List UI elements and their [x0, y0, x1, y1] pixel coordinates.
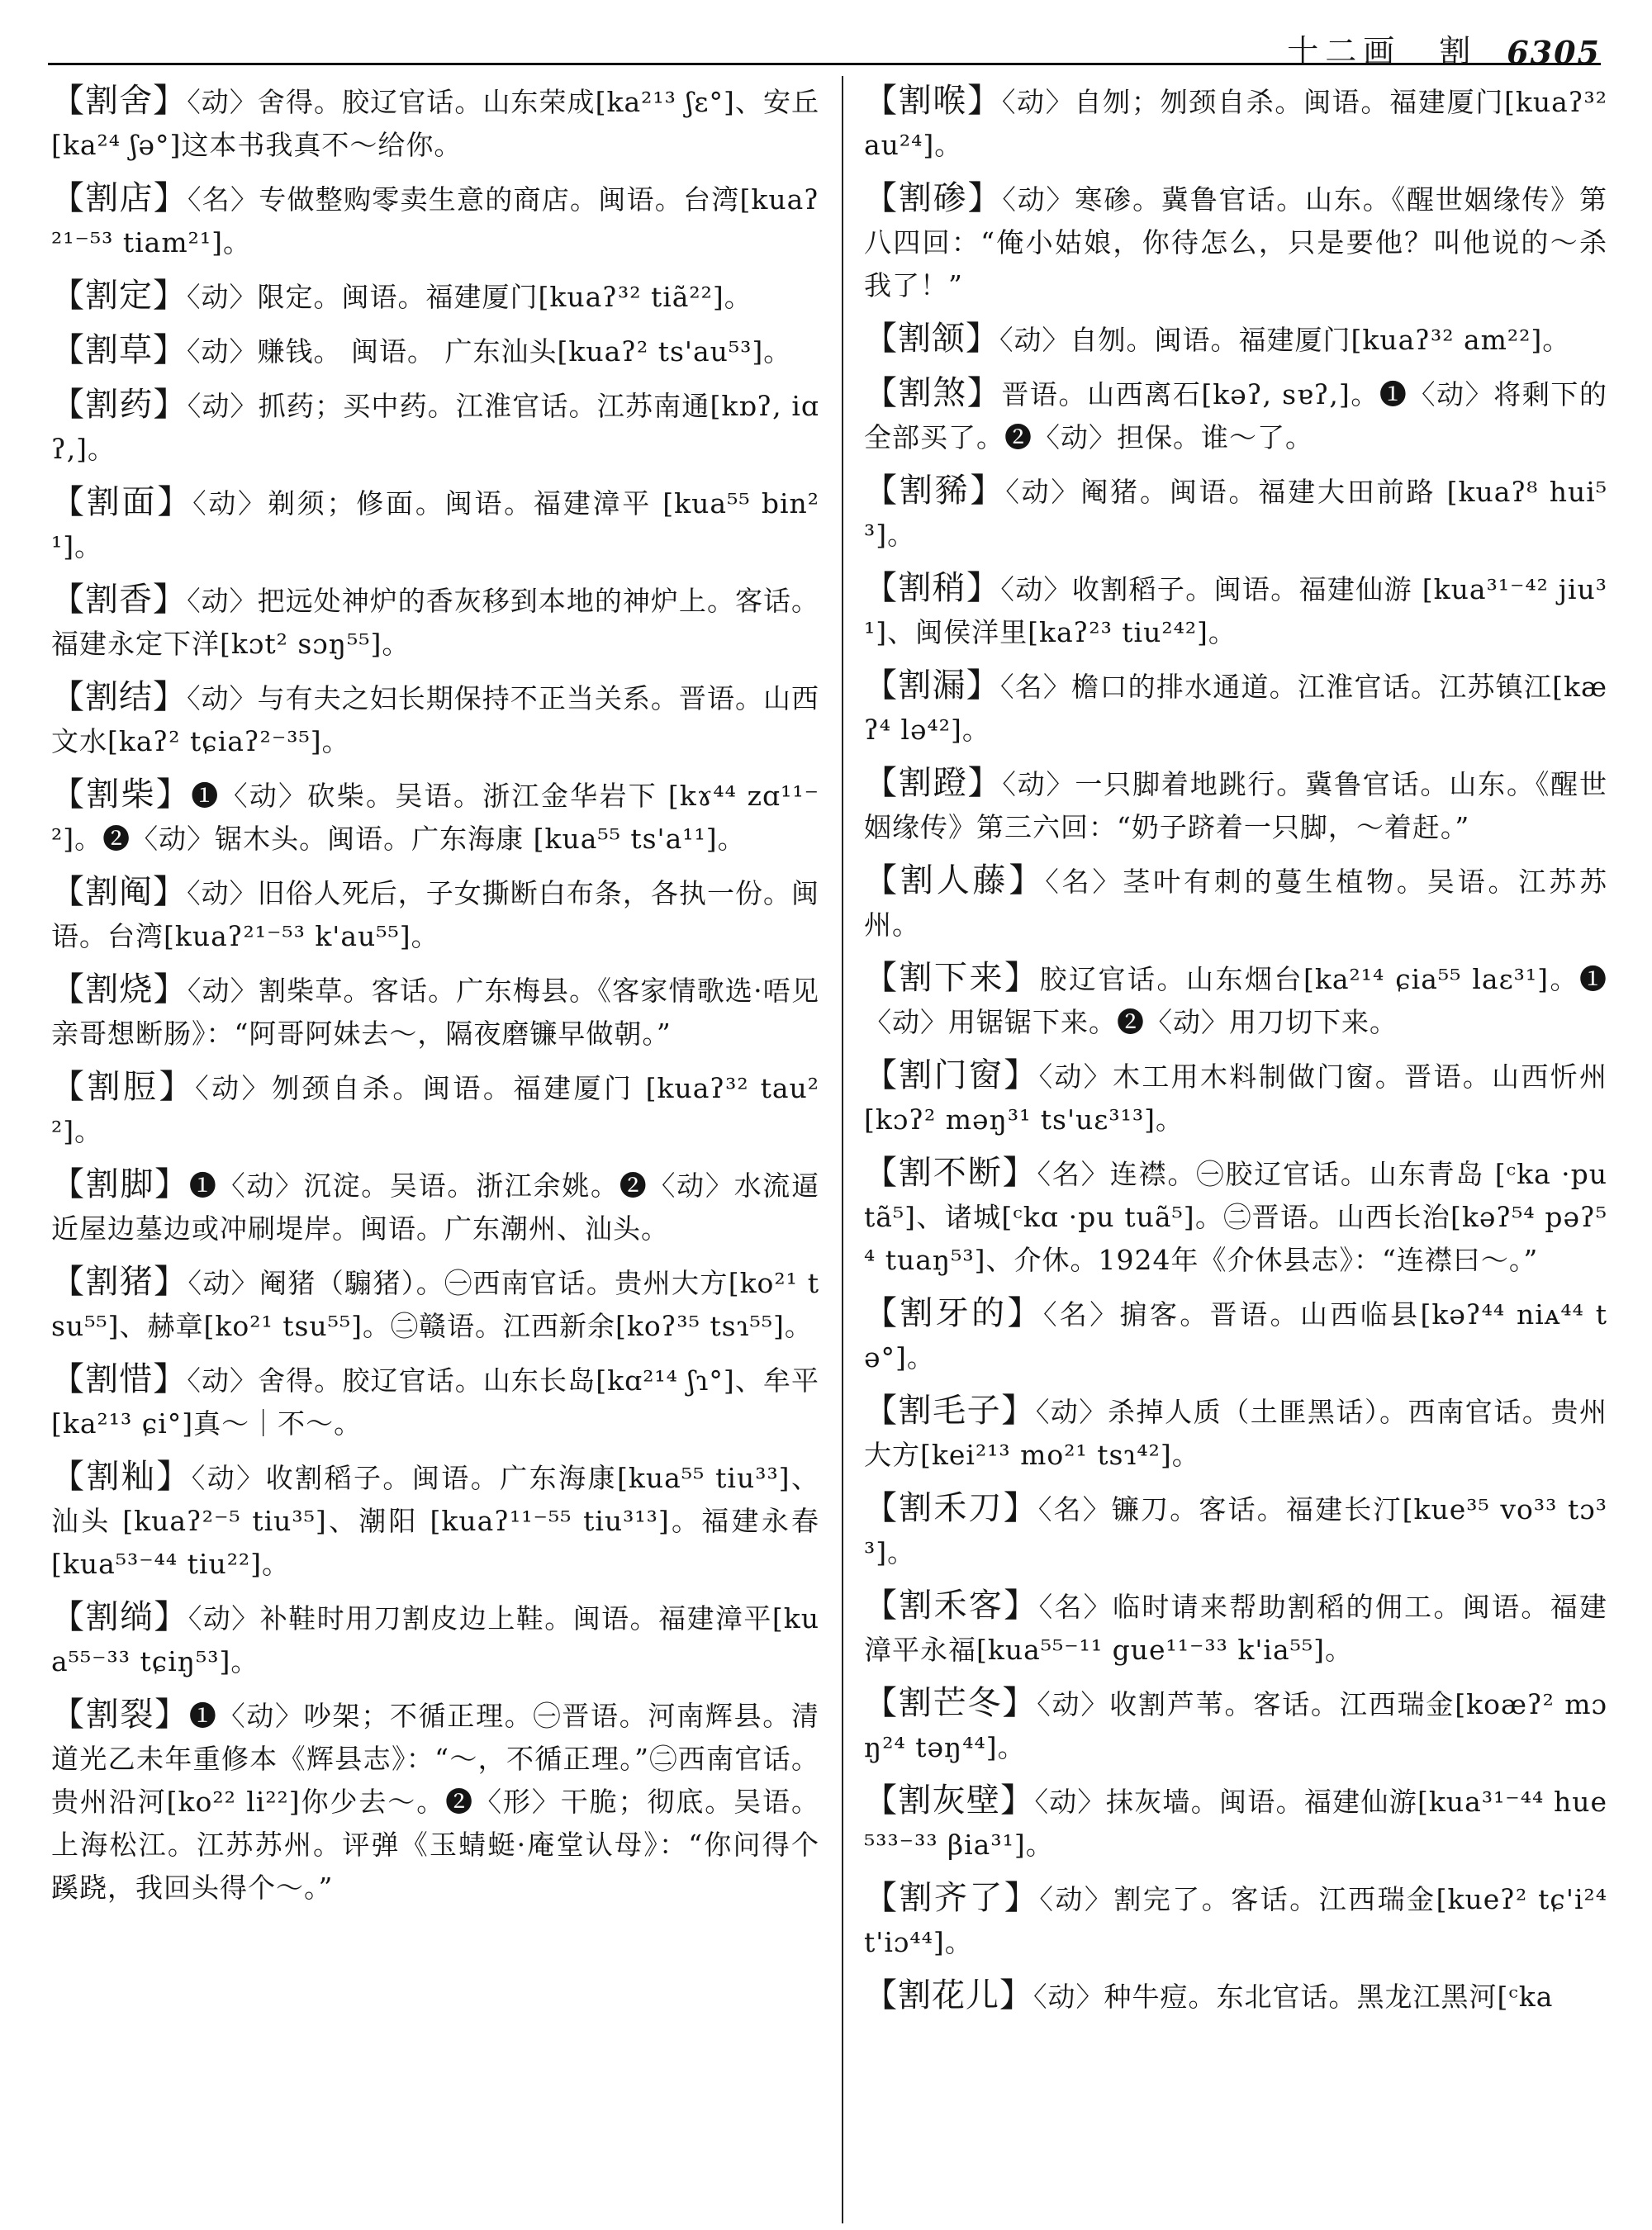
dictionary-entry	[864, 1292, 1607, 1379]
entry-definition: 晋语。山西离石[kəʔ, sɐʔ,]。❶〈动〉将剩下的全部买了。❷〈动〉担保。谁～了。	[864, 378, 1607, 453]
entry-definition: 〈动〉刎颈自杀。闽语。福建厦门 [kuaʔ³² tau²²]。	[51, 1072, 819, 1147]
dictionary-entry	[51, 1163, 819, 1250]
entry-definition: 〈动〉把远处神炉的香灰移到本地的神炉上。客话。福建永定下洋[kɔt² sɔŋ⁵⁵]。	[51, 585, 819, 660]
entry-definition: ❶〈动〉吵架；不循正理。㊀晋语。河南辉县。清道光乙未年重修本《辉县志》：“～，不循正理。”㊁西南官话。贵州沿河[ko²² li²²]你少去～。❷〈形〉干脆；彻底。吴语。上海松江。江苏苏州。评弹《玉蜻蜓·庵堂认母》：“你问得个蹊跷，我回头得个～。”	[51, 1700, 819, 1904]
entry-definition: 〈动〉舍得。胶辽官话。山东荣成[ka²¹³ ʃɛ°]、安丘[ka²⁴ ʃə°]这本书我真不～给你。	[51, 86, 819, 161]
entry-definition: 〈名〉连襟。㊀胶辽官话。山东青岛 [ᶜka ·pu tã⁵]、诸城[ᶜkɑ ·pu tuã⁵]。㊁晋语。山西长治[kəʔ⁵⁴ pəʔ⁵⁴ tuaŋ⁵³]、介休。1924年《介休县志》：“连襟曰～。”	[864, 1158, 1607, 1276]
dictionary-entry	[864, 317, 1607, 362]
entry-headword: 【割稍】	[864, 569, 1001, 607]
entry-definition: 胶辽官话。山东烟台[ka²¹⁴ ɕia⁵⁵ laɛ³¹]。❶〈动〉用锯锯下来。❷〈动〉用刀切下来。	[864, 963, 1607, 1038]
entry-headword: 【割芒冬】	[864, 1684, 1037, 1722]
entry-headword: 【割烧】	[51, 970, 188, 1008]
dictionary-entry	[864, 1779, 1607, 1867]
header-rule	[48, 63, 1601, 65]
dictionary-entry	[864, 956, 1607, 1044]
section-label: 十二画 割	[1287, 33, 1478, 69]
entry-definition: 〈动〉木工用木料制做门窗。晋语。山西忻州[kɔʔ² məŋ³¹ ts'uɛ³¹³]。	[864, 1060, 1607, 1136]
dictionary-entry	[51, 968, 819, 1056]
dictionary-entry	[51, 1455, 819, 1586]
entry-definition: ❶〈动〉砍柴。吴语。浙江金华岩下 [kɤ⁴⁴ zɑ¹¹⁻²]。❷〈动〉锯木头。闽语。广东海康 [kua⁵⁵ ts'a¹¹]。	[51, 780, 819, 855]
entry-headword: 【割惜】	[51, 1360, 188, 1398]
entry-definition: 〈名〉镰刀。客话。福建长汀[kue³⁵ vo³³ tɔ³³]。	[864, 1493, 1607, 1568]
entry-definition: 〈动〉割完了。客话。江西瑞金[kueʔ² tɕ'i²⁴ t'iɔ⁴⁴]。	[864, 1883, 1607, 1958]
entry-headword: 【割籼】	[51, 1458, 192, 1496]
dictionary-entry	[864, 1974, 1607, 2019]
dictionary-entry	[51, 177, 819, 264]
entry-headword: 【割结】	[51, 678, 188, 716]
entry-headword: 【割碜】	[864, 179, 1003, 217]
entry-headword: 【割颔】	[864, 320, 999, 358]
entry-definition: 〈动〉抓药；买中药。江淮官话。江苏南通[kɒʔ, iɑʔ,]。	[51, 390, 819, 465]
entry-headword: 【割面】	[51, 483, 193, 521]
entry-definition: 〈动〉阉猪（騸猪）。㊀西南官话。贵州大方[ko²¹ tsu⁵⁵]、赫章[ko²¹ tsu⁵⁵]。㊁赣语。江西新余[koʔ³⁵ tsɿ⁵⁵]。	[51, 1267, 819, 1342]
entry-definition: 〈动〉杀掉人质（土匪黑话）。西南官话。贵州大方[kei²¹³ mo²¹ tsɿ⁴²]。	[864, 1396, 1607, 1471]
dictionary-entry	[864, 1151, 1607, 1282]
entry-headword: 【割店】	[51, 179, 188, 217]
entry-headword: 【割不断】	[864, 1154, 1037, 1192]
entry-definition: ❶〈动〉沉淀。吴语。浙江余姚。❷〈动〉水流逼近屋边墓边或冲刷堤岸。闽语。广东潮州、汕头。	[51, 1170, 819, 1245]
dictionary-entry	[51, 1260, 819, 1348]
dictionary-entry	[51, 773, 819, 861]
entry-definition: 〈动〉阉猪。闽语。福建大田前路 [kuaʔ⁸ hui⁵³]。	[864, 476, 1607, 551]
entry-headword: 【割脰】	[51, 1068, 196, 1106]
entry-definition: 〈动〉割柴草。客话。广东梅县。《客家情歌选·唔见亲哥想断肠》：“阿哥阿妹去～，隔夜磨镰早做朝。”	[51, 975, 819, 1050]
entry-definition: 〈动〉收割稻子。闽语。广东海康[kua⁵⁵ tiu³³]、汕头 [kuaʔ²⁻⁵ tiu³⁵]、潮阳 [kuaʔ¹¹⁻⁵⁵ tiu³¹³]。福建永春[kua⁵³⁻⁴⁴ tiu²²]。	[51, 1462, 819, 1580]
entry-headword: 【割牙的】	[864, 1294, 1043, 1332]
entry-headword: 【割禾客】	[864, 1587, 1039, 1625]
dictionary-entry	[864, 762, 1607, 849]
entry-headword: 【割毛子】	[864, 1392, 1036, 1430]
dictionary-entry	[864, 664, 1607, 752]
dictionary-entry	[864, 372, 1607, 459]
dictionary-entry	[864, 1389, 1607, 1477]
dictionary-entry	[51, 1358, 819, 1445]
entry-headword: 【割药】	[51, 386, 188, 424]
entry-headword: 【割下来】	[864, 959, 1040, 997]
entry-definition: 〈动〉赚钱。 闽语。 广东汕头[kuaʔ² ts'au⁵³]。	[187, 335, 792, 368]
dictionary-entry	[864, 1584, 1607, 1672]
entry-headword: 【割禾刀】	[864, 1489, 1038, 1527]
entry-definition: 〈动〉抹灰墙。闽语。福建仙游[kua³¹⁻⁴⁴ hue⁵³³⁻³³ βia³¹]。	[864, 1786, 1607, 1861]
dictionary-entry	[864, 469, 1607, 557]
dictionary-entry	[864, 79, 1607, 167]
dictionary-entry	[51, 1693, 819, 1910]
entry-headword: 【割煞】	[864, 374, 1002, 412]
left-column	[51, 79, 819, 2218]
entry-headword: 【割灰壁】	[864, 1782, 1035, 1820]
entry-definition: 〈动〉一只脚着地跳行。冀鲁官话。山东。《醒世姻缘传》第三六回：“奶子跻着一只脚，～着赶。”	[864, 768, 1607, 843]
entry-headword: 【割人藤】	[864, 861, 1046, 899]
entry-headword: 【割门窗】	[864, 1056, 1039, 1094]
entry-headword: 【割花儿】	[864, 1976, 1033, 2014]
entry-definition: 〈动〉自刎。闽语。福建厦门[kuaʔ³² am²²]。	[999, 324, 1571, 356]
entry-headword: 【割脚】	[51, 1165, 189, 1203]
entry-definition: 〈名〉专做整购零卖生意的商店。闽语。台湾[kuaʔ²¹⁻⁵³ tiam²¹]。	[51, 183, 819, 259]
page-number: 6305	[1507, 34, 1601, 71]
entry-headword: 【割猪】	[51, 1263, 188, 1301]
entry-headword: 【割香】	[51, 581, 188, 619]
entry-headword: 【割绱】	[51, 1598, 188, 1636]
entry-definition: 〈动〉限定。闽语。福建厦门[kuaʔ³² tiã²²]。	[187, 281, 752, 313]
entry-headword: 【割阄】	[51, 873, 188, 911]
dictionary-entry	[51, 1065, 819, 1153]
entry-definition: 〈动〉收割稻子。闽语。福建仙游 [kua³¹⁻⁴² jiu³¹]、闽侯洋里[kaʔ²³ tiu²⁴²]。	[864, 573, 1607, 648]
dictionary-entry	[51, 871, 819, 958]
right-column	[864, 79, 1607, 2218]
dictionary-entry	[51, 329, 819, 373]
dictionary-entry	[51, 383, 819, 471]
dictionary-entry	[864, 1054, 1607, 1141]
entry-definition: 〈动〉寒碜。冀鲁官话。山东。《醒世姻缘传》第八四回：“俺小姑娘，你待怎么，只是要他？叫他说的～杀我了！”	[864, 183, 1607, 301]
entry-definition: 〈动〉与有夫之妇长期保持不正当关系。晋语。山西文水[kaʔ² tɕiaʔ²⁻³⁵]。	[51, 682, 819, 757]
dictionary-entry	[864, 859, 1607, 947]
dictionary-entry	[864, 1682, 1607, 1769]
entry-definition: 〈名〉檐口的排水通道。江淮官话。江苏镇江[kæʔ⁴ lə⁴²]。	[864, 671, 1607, 746]
entry-headword: 【割齐了】	[864, 1879, 1040, 1917]
entry-definition: 〈动〉自刎；刎颈自杀。闽语。福建厦门[kuaʔ³² au²⁴]。	[864, 86, 1607, 161]
dictionary-entry	[864, 1487, 1607, 1574]
dictionary-entry	[51, 481, 819, 568]
entry-definition: 〈名〉掮客。晋语。山西临县[kəʔ⁴⁴ niᴀ⁴⁴ tə°]。	[864, 1298, 1607, 1374]
dictionary-entry	[51, 79, 819, 167]
dictionary-entry	[51, 1596, 819, 1683]
entry-headword: 【割草】	[51, 331, 187, 369]
dictionary-entry	[51, 274, 819, 319]
entry-definition: 〈动〉种牛痘。东北官话。黑龙江黑河[ᶜka	[1033, 1981, 1554, 2013]
entry-headword: 【割豨】	[864, 472, 1006, 510]
entry-definition: 〈动〉旧俗人死后，子女撕断白布条，各执一份。闽语。台湾[kuaʔ²¹⁻⁵³ k'au⁵⁵]。	[51, 877, 819, 952]
entry-definition: 〈名〉临时请来帮助割稻的佣工。闽语。福建漳平永福[kua⁵⁵⁻¹¹ gue¹¹⁻³³ k'ia⁵⁵]。	[864, 1591, 1607, 1666]
dictionary-entry	[51, 676, 819, 763]
entry-definition: 〈动〉舍得。胶辽官话。山东长岛[kɑ²¹⁴ ʃɿ°]、牟平[ka²¹³ ɕi°]真～｜不～。	[51, 1364, 819, 1440]
column-divider	[842, 76, 843, 2223]
dictionary-entry	[864, 177, 1607, 307]
entry-headword: 【割舍】	[51, 82, 188, 120]
dictionary-entry	[864, 567, 1607, 654]
dictionary-entry	[51, 578, 819, 666]
entry-headword: 【割裂】	[51, 1696, 189, 1734]
entry-definition: 〈动〉剃须；修面。闽语。福建漳平 [kua⁵⁵ bin²¹]。	[51, 487, 819, 562]
entry-definition: 〈动〉补鞋时用刀割皮边上鞋。闽语。福建漳平[kua⁵⁵⁻³³ tɕiŋ⁵³]。	[51, 1602, 819, 1677]
entry-headword: 【割喉】	[864, 82, 1002, 120]
dictionary-entry	[864, 1877, 1607, 1964]
entry-headword: 【割漏】	[864, 667, 1000, 705]
entry-definition: 〈动〉收割芦苇。客话。江西瑞金[koæʔ² mɔŋ²⁴ təŋ⁴⁴]。	[864, 1688, 1607, 1763]
entry-headword: 【割定】	[51, 277, 187, 315]
entry-definition: 〈名〉茎叶有刺的蔓生植物。吴语。江苏苏州。	[864, 866, 1607, 941]
entry-headword: 【割蹬】	[864, 764, 1003, 802]
entry-headword: 【割柴】	[51, 776, 192, 814]
